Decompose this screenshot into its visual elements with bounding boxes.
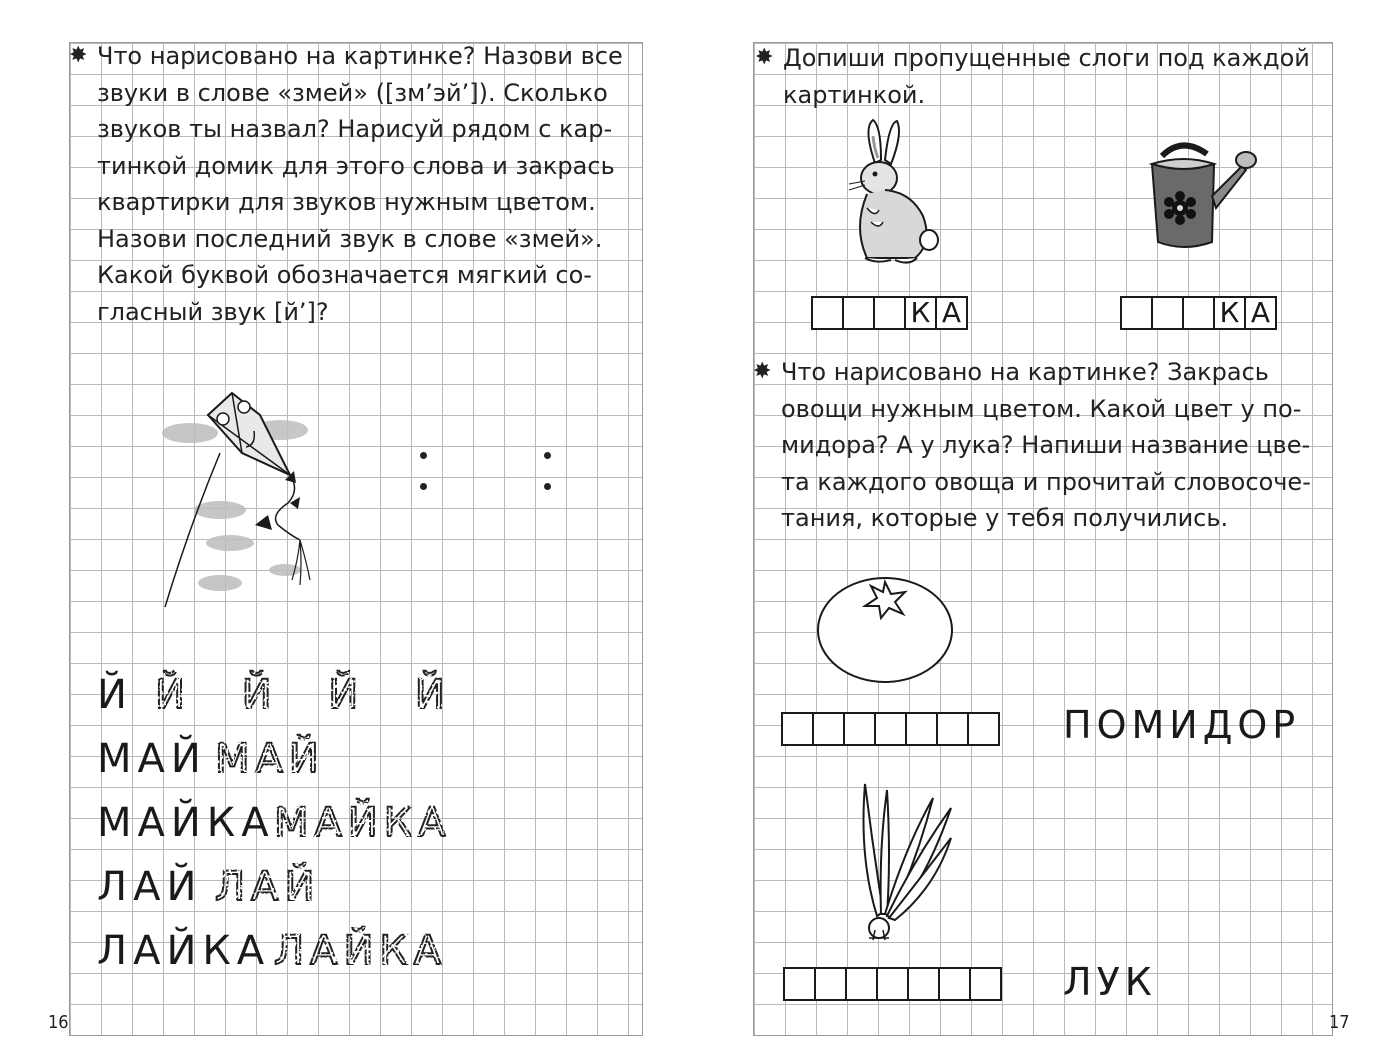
task-line: звуки в слове «змей» ([зм’эй’]). Сколько: [97, 78, 608, 107]
trace-letters[interactable]: МАЙ: [215, 736, 325, 782]
task-line: тания, которые у тебя получились.: [781, 504, 1229, 532]
vegetable-word: ПОМИДОР: [1063, 703, 1301, 747]
trace-letters[interactable]: ЛАЙ: [215, 864, 321, 910]
task-line: та каждого овоща и прочитай словосоче-: [781, 467, 1311, 496]
task-line: картинкой.: [783, 80, 926, 109]
task-line: Допиши пропущенные слоги под каждой: [783, 44, 1310, 72]
task-line: звуков ты назвал? Нарисуй рядом с кар-: [97, 115, 613, 143]
task-line: гласный звук [й’]?: [97, 297, 329, 326]
syllable-box[interactable]: [811, 296, 968, 330]
task-line: мидора? А у лука? Напиши название цве-: [781, 431, 1311, 459]
right-task1-text: [755, 40, 1313, 113]
syllable-cell[interactable]: [1184, 298, 1215, 328]
star-bullet-icon: ✸: [753, 359, 772, 384]
letter-cell[interactable]: [971, 969, 1000, 999]
letter-cell[interactable]: [847, 969, 878, 999]
syllable-cell: К: [906, 298, 937, 328]
trace-letters[interactable]: ЛАЙКА: [274, 928, 448, 974]
syllable-cell: А: [1250, 296, 1271, 329]
syllable-cell[interactable]: [813, 298, 844, 328]
trace-letters[interactable]: МАЙКА: [274, 800, 452, 846]
star-bullet-icon: ✸: [755, 45, 774, 70]
task-line: Какой буквой обозначается мягкий со-: [97, 261, 592, 289]
onion-icon: [855, 778, 955, 942]
watering-can-icon: [1142, 136, 1260, 254]
page-number-right: 17: [1329, 1012, 1350, 1033]
letter-cell[interactable]: [783, 714, 814, 744]
sample-letters: МАЙ: [97, 736, 207, 782]
letter-cell[interactable]: [876, 714, 907, 744]
syllable-cell: А: [941, 296, 962, 329]
trace-letters[interactable]: Й Й Й Й: [155, 672, 467, 718]
syllable-box[interactable]: [1120, 296, 1277, 330]
syllable-cell[interactable]: [1153, 298, 1184, 328]
letter-cell[interactable]: [785, 969, 816, 999]
syllable-cell[interactable]: [875, 298, 906, 328]
syllable-cell[interactable]: [844, 298, 875, 328]
sample-letters: Й: [97, 672, 133, 718]
right-task2-text: [753, 354, 1321, 537]
tomato-icon: [815, 572, 955, 684]
page-number-left: 16: [48, 1012, 69, 1033]
sound-divider-dots: [544, 452, 552, 514]
letter-cell[interactable]: [845, 714, 876, 744]
task-line: Что нарисовано на картинке? Закрась: [781, 358, 1269, 386]
letter-cell[interactable]: [878, 969, 909, 999]
vegetable-word: ЛУК: [1063, 960, 1157, 1004]
sample-letters: ЛАЙ: [97, 864, 203, 910]
syllable-cell[interactable]: [1122, 298, 1153, 328]
sample-letters: МАЙКА: [97, 800, 275, 846]
syllable-cell: К: [1215, 298, 1246, 328]
letter-cell[interactable]: [907, 714, 938, 744]
task-line: Назови последний звук в слове «змей».: [97, 224, 603, 253]
task-line: квартирки для звуков нужным цветом.: [97, 188, 596, 216]
task-line: овощи нужным цветом. Какой цвет у по-: [781, 394, 1302, 423]
letter-cell[interactable]: [816, 969, 847, 999]
color-word-cells[interactable]: [781, 712, 1000, 746]
left-task-text: [69, 38, 627, 330]
letter-cell[interactable]: [814, 714, 845, 744]
sound-divider-dots: [420, 452, 428, 514]
sample-letters: ЛАЙКА: [97, 928, 271, 974]
task-line: Что нарисовано на картинке? Назови все: [97, 42, 623, 70]
letter-cell[interactable]: [940, 969, 971, 999]
letter-cell[interactable]: [969, 714, 998, 744]
color-word-cells[interactable]: [783, 967, 1002, 1001]
rabbit-icon: [845, 118, 940, 270]
task-line: тинкой домик для этого слова и закрась: [97, 151, 615, 180]
letter-cell[interactable]: [909, 969, 940, 999]
star-bullet-icon: ✸: [69, 43, 88, 68]
kite-icon: [160, 385, 320, 615]
letter-cell[interactable]: [938, 714, 969, 744]
